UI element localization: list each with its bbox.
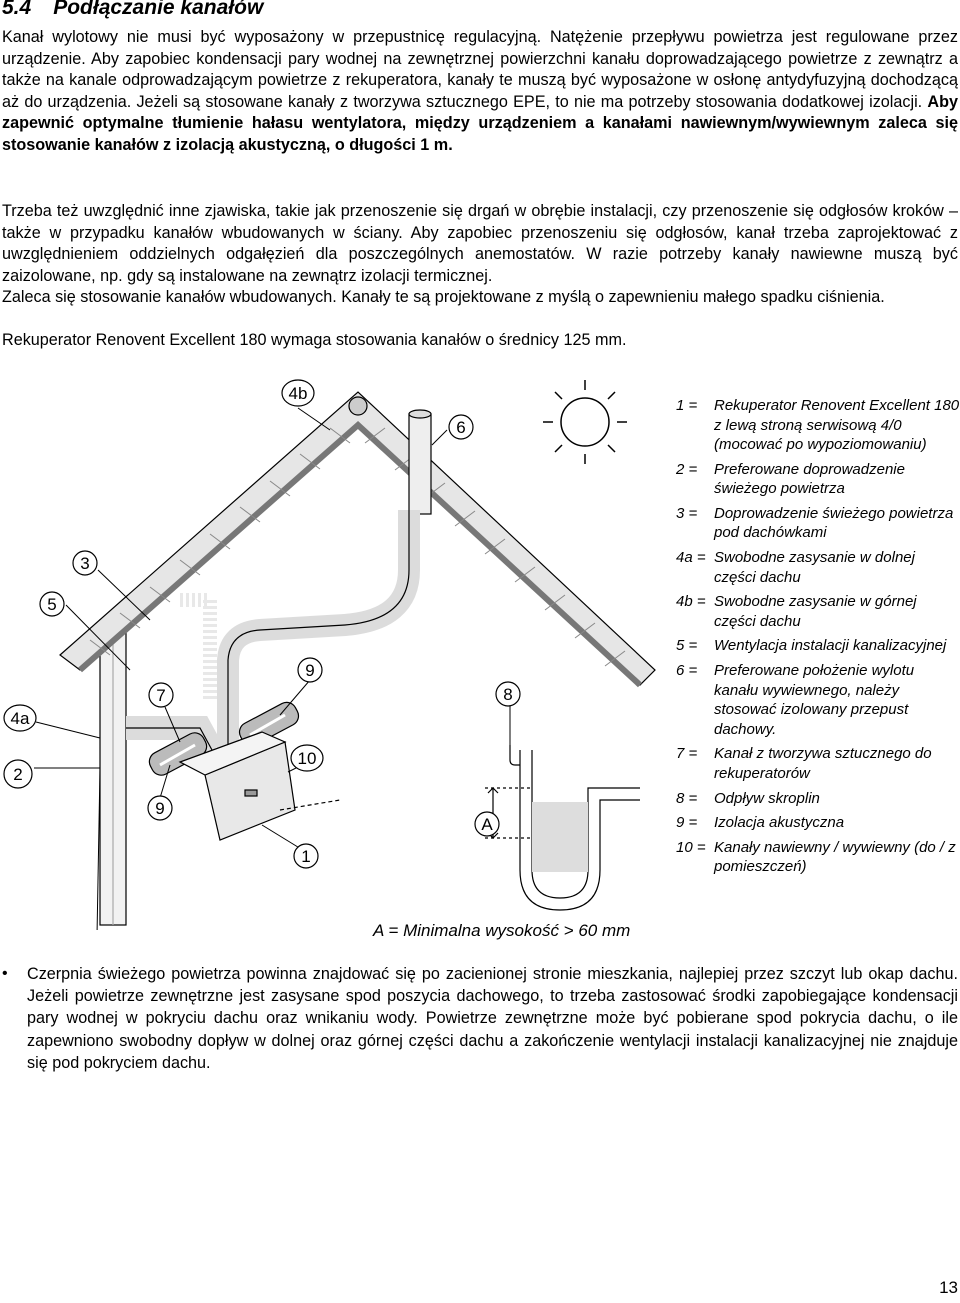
legend-key: 10 = (676, 838, 706, 856)
intro-paragraph-3 (2, 287, 958, 309)
label-4a: 4a (10, 709, 30, 728)
intro-text-4: Rekuperator Renovent Excellent 180 wymaga stosowania kanałów o średnicy 125 mm. (2, 331, 627, 349)
intro-bold-text: Aby zapewnić optymalne tłumienie hałasu wentylatora, między urządzeniem a kanałami nawiewnym/wywiewnym zaleca się stosowanie kanałów z izolacją akustyczną, o długości 1 m. (2, 92, 959, 154)
legend-key: 4a = (676, 549, 706, 567)
legend-text: Swobodne zasysanie w górnej części dachu (714, 593, 917, 630)
label-10: 10 (297, 749, 317, 768)
intro-paragraph-2 (2, 201, 958, 287)
label-1: 1 (301, 847, 311, 866)
label-9-lower: 9 (155, 799, 165, 818)
legend-item (676, 744, 960, 783)
label-2: 2 (13, 765, 23, 784)
bullet-item (0, 963, 958, 1074)
sun-icon (543, 380, 627, 464)
label-7: 7 (156, 686, 166, 705)
legend-item (676, 636, 960, 656)
legend-text: Wentylacja instalacji kanalizacyjnej (714, 637, 947, 655)
legend-text: Odpływ skroplin (714, 789, 820, 807)
label-6: 6 (456, 418, 466, 437)
legend-text: Kanały nawiewny / wywiewny (do / z pomieszczeń) (714, 838, 956, 876)
legend-key: 6 = (676, 662, 698, 680)
intro-paragraph-4 (2, 330, 958, 352)
legend-text: Doprowadzenie świeżego powietrza pod dachówkami (714, 504, 954, 542)
section-number: 5.4 (2, 0, 32, 19)
legend-item (676, 661, 960, 739)
section-heading (2, 0, 263, 20)
legend-key: 3 = (676, 504, 698, 522)
bullet-icon: • (2, 965, 8, 982)
legend-item (676, 504, 960, 543)
label-5: 5 (47, 595, 57, 614)
diagram-caption: A = Minimalna wysokość > 60 mm (373, 921, 631, 940)
label-A: A (481, 815, 493, 834)
legend-key: 9 = (676, 814, 698, 832)
bullet-text: Czerpnia świeżego powietrza powinna znajdować się po zacienionej stronie mieszkania, najlepiej przez szczyt lub okap dachu. Jeżeli powietrze zewnętrzne jest zasysane spod poszycia dachowego, to trzeba zastosować środki zapobiegające kondensacji pary wodnej w pokryciu dachu oraz wnikaniu wody. Powietrze zewnętrzne może być pobierane spod pokrycia dachu, o ile zapewniono swobodny dopływ w dolnej oraz górnej części dachu a zakończenie wentylacji instalacji kanalizacyjnej nie znajduje się pod pokryciem dachu. (27, 965, 958, 1072)
legend-key: 1 = (676, 397, 698, 414)
legend-text: Preferowane doprowadzenie świeżego powietrza (714, 460, 905, 498)
legend-item (676, 813, 960, 833)
label-9-upper: 9 (305, 661, 315, 680)
label-4b: 4b (288, 384, 308, 403)
intro-paragraph-1 (2, 27, 958, 156)
intro-text-3: Zaleca się stosowanie kanałów wbudowanych. Kanały te są projektowane z myślą o zapewnieniu małego spadku ciśnienia. (2, 288, 885, 306)
legend-item (676, 548, 960, 587)
label-8: 8 (503, 685, 513, 704)
diagram-legend (676, 396, 960, 882)
legend-key: 8 = (676, 789, 698, 807)
page-number: 13 (939, 1278, 958, 1297)
wall-graphic (100, 620, 126, 925)
ventilation-diagram (0, 370, 680, 930)
legend-key: 5 = (676, 637, 698, 655)
legend-text: Izolacja akustyczna (714, 814, 845, 832)
intro-text: Kanał wylotowy nie musi być wyposażony w przepustnicę regulacyjną. Natężenie przepływu powietrza jest regulowane przez urządzenie. Aby zapobiec kondensacji pary wodnej na zewnętrznej powierzchni kanału doprowadzającego powietrze z zewnątrz a także na kanale odprowadzającym powietrze z rekuperatora, kanały te muszą być wyposażone w osłonę antydyfuzyjną dochodzącą aż do urządzenia. Jeżeli są stosowane kanały z tworzywa sztucznego EPE, to nie ma potrzeby stosowania dodatkowej izolacji. (2, 28, 958, 111)
legend-text: Preferowane położenie wylotu kanału wywiewnego, należy stosować izolowany przepust dachowy. (714, 662, 915, 738)
condensate-trap-graphic (485, 745, 640, 910)
supply-duct-graphic (126, 600, 212, 750)
intro-text-2: Trzeba też uwzględnić inne zjawiska, takie jak przenoszenie się drgań w obrębie instalacji, czy przenoszenie się odgłosów kroków – także w przypadku kanałów wbudowanych w ściany. Aby zapobiec przenoszeniu się odgłosów, kanał trzeba zaprojektować z uwzględnieniem oddzielnych odgałęzień dla poszczególnych anemostatów. W razie potrzeby kanały nawiewne muszą być zaizolowane, np. gdy są instalowane na zewnątrz izolacji termicznej. (2, 202, 958, 285)
legend-text: Rekuperator Renovent Excellent 180 z lewą stroną serwisową 4/0 (mocować po wypoziomowaniu) (714, 397, 960, 453)
legend-item (676, 460, 960, 499)
legend-item (676, 838, 960, 877)
legend-item (676, 592, 960, 631)
legend-key: 4b = (676, 593, 706, 611)
section-title: Podłączanie kanałów (53, 0, 264, 19)
legend-text: Kanał z tworzywa sztucznego do rekuperatorów (714, 745, 932, 782)
label-3: 3 (80, 554, 90, 573)
legend-key: 7 = (676, 745, 698, 763)
legend-text: Swobodne zasysanie w dolnej części dachu (714, 549, 915, 586)
legend-item (676, 789, 960, 809)
legend-key: 2 = (676, 460, 698, 478)
legend-item (676, 396, 960, 455)
